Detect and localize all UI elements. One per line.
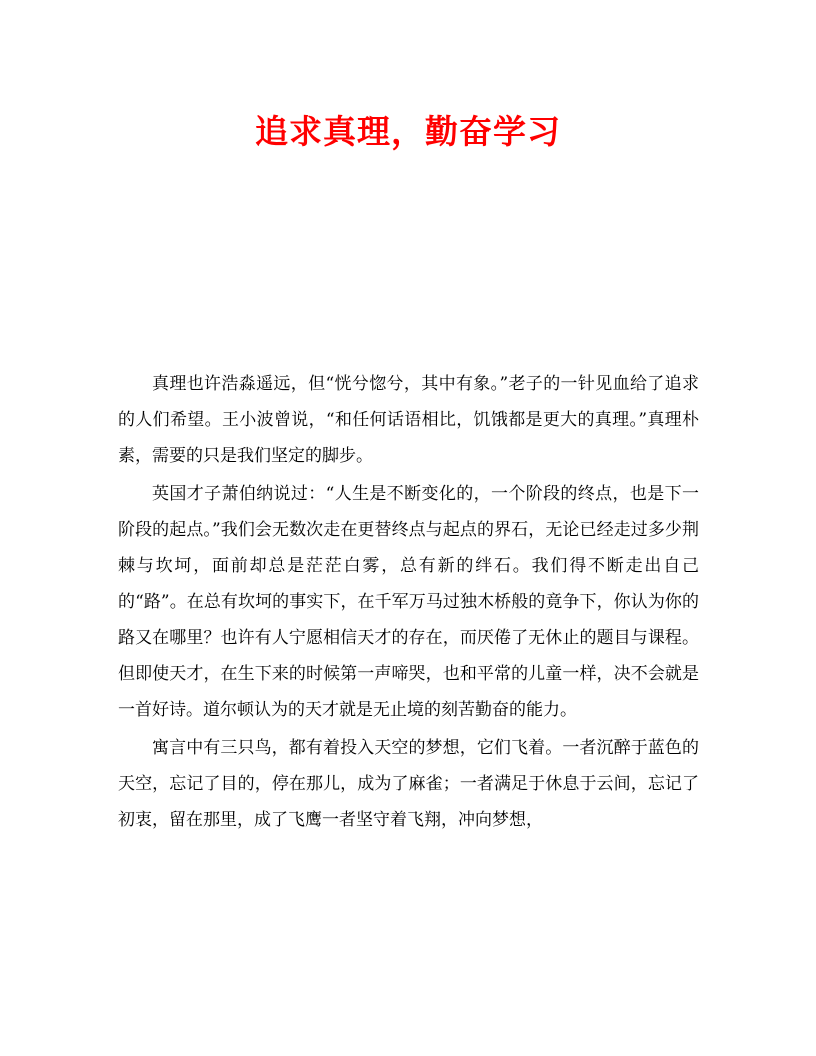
document-body (118, 366, 699, 838)
document-title: 追求真理，勤奋学习 (255, 112, 561, 151)
paragraph-2: 英国才子萧伯纳说过：“人生是不断变化的，一个阶段的终点，也是下一阶段的起点。”我们会无数次走在更替终点与起点的界石，无论已经走过多少荆棘与坎坷，面前却总是茫茫白雾，总有新的绊石。我们得不断走出自己的“路”。在总有坎坷的事实下，在千军万马过独木桥般的竟争下，你认为你的路又在哪里？也许有人宁愿相信天才的存在，而厌倦了无休止的题目与课程。但即使天才，在生下来的时候第一声啼哭，也和平常的儿童一样，决不会就是一首好诗。道尔顿认为的天才就是无止境的刻苦勤奋的能力。 (118, 484, 699, 720)
paragraph-3: 寓言中有三只鸟，都有着投入天空的梦想，它们飞着。一者沉醉于蓝色的天空，忘记了目的，停在那儿，成为了麻雀；一者满足于休息于云间，忘记了初衷，留在那里，成了飞鹰一者坚守着飞翔，冲向梦想， (118, 738, 699, 830)
paragraph-1: 真理也许浩淼遥远，但“恍兮惚兮，其中有象。”老子的一针见血给了追求的人们希望。王小波曾说，“和任何话语相比，饥饿都是更大的真理。”真理朴素，需要的只是我们坚定的脚步。 (118, 374, 699, 466)
